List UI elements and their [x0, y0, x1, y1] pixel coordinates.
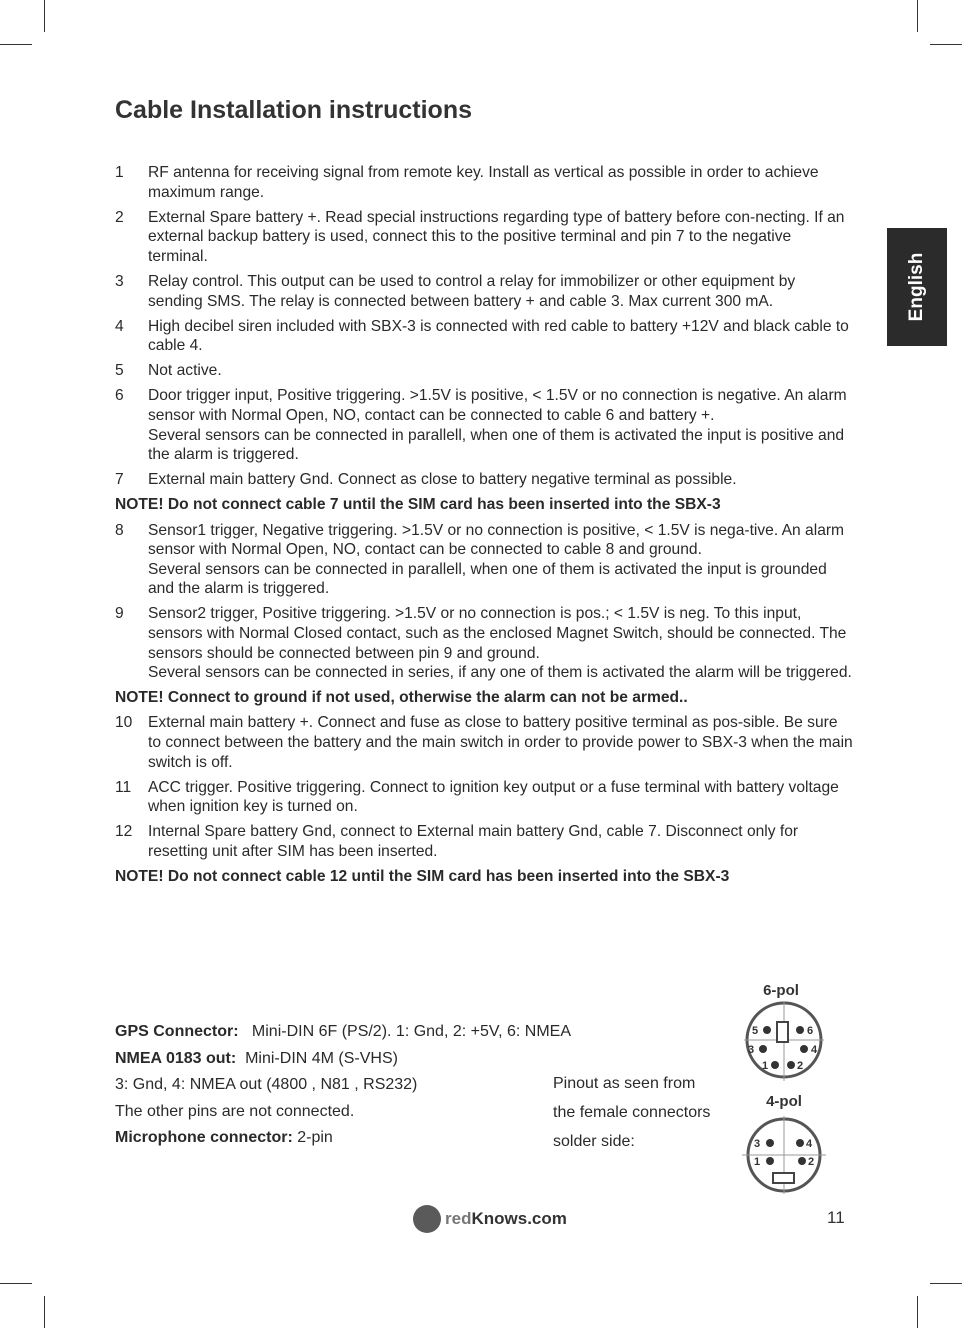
pin-1	[771, 1061, 779, 1069]
instruction-item	[115, 317, 853, 356]
connector-key	[773, 1173, 794, 1183]
pin-label-1: 1	[762, 1060, 769, 1072]
instruction-number: 2	[115, 208, 124, 226]
instruction-item	[115, 208, 853, 267]
instruction-number: 11	[115, 778, 132, 796]
gps-connector-label: GPS Connector:	[115, 1023, 239, 1040]
instruction-item	[115, 713, 853, 772]
pin-label-1: 1	[754, 1156, 761, 1168]
nmea-line	[115, 1048, 571, 1075]
instruction-text: External Spare battery +. Read special instructions regarding type of battery before con-necting. If an external backup battery is used, connect this to the positive terminal and pin 7 to the negative terminal.	[148, 208, 845, 265]
instruction-text: External main battery Gnd. Connect as close to battery negative terminal as possible.	[148, 471, 737, 489]
instruction-number: 5	[115, 362, 124, 380]
crop-mark	[930, 1283, 962, 1284]
gps-connector-line	[115, 1021, 571, 1048]
pin-label-3: 3	[748, 1044, 755, 1056]
page-number: 11	[827, 1208, 845, 1227]
microphone-line	[115, 1127, 571, 1154]
instruction-text: Sensor2 trigger, Positive triggering. >1.5V or no connection is pos.; < 1.5V is neg. To this input, sensors with Normal Closed contact, such as the enclosed Magnet Switch, should be connected. The sensors should be connected between pin 9 and ground.	[148, 605, 847, 662]
pin-4	[800, 1045, 808, 1053]
pin-2	[787, 1061, 795, 1069]
instruction-item	[115, 778, 853, 817]
instruction-number: 7	[115, 471, 124, 489]
instruction-number: 6	[115, 387, 124, 405]
instruction-text: Door trigger input, Positive triggering. >1.5V is positive, < 1.5V or no connection is negative. An alarm sensor with Normal Open, NO, contact can be connected to cable 6 and battery +.	[148, 387, 847, 425]
instruction-number: 4	[115, 317, 124, 335]
pin-label-4: 4	[806, 1138, 813, 1150]
pin-6	[796, 1026, 804, 1034]
note-warning: NOTE! Do not connect cable 7 until the SIM card has been inserted into the SBX-3	[115, 496, 721, 514]
crop-mark	[917, 0, 918, 32]
note-warning: NOTE! Do not connect cable 12 until the SIM card has been inserted into the SBX-3	[115, 868, 730, 885]
instruction-text: Several sensors can be connected in series, if any one of them is activated the alarm will be triggered.	[148, 664, 852, 682]
instruction-number: 3	[115, 272, 124, 290]
instruction-text: Several sensors can be connected in parallell, when one of them is activated the input is positive and the alarm is triggered.	[148, 426, 845, 464]
crop-mark	[917, 1296, 918, 1328]
crop-mark	[44, 1296, 45, 1328]
nmea-label: NMEA 0183 out:	[115, 1049, 237, 1067]
pin-4	[796, 1139, 804, 1147]
instruction-item	[115, 822, 853, 861]
pin-label-3: 3	[754, 1138, 761, 1150]
instruction-text: Several sensors can be connected in parallell, when one of them is activated the input is grounded and the alarm is triggered.	[148, 560, 827, 598]
instruction-item	[115, 521, 853, 599]
pinout-label	[553, 1069, 710, 1156]
instruction-number: 12	[115, 823, 133, 841]
pin-2	[798, 1157, 806, 1165]
four-pol-connector-diagram	[730, 1090, 840, 1200]
instruction-number: 10	[115, 714, 133, 732]
instruction-item	[115, 386, 853, 464]
crop-mark	[0, 44, 32, 45]
crop-mark	[0, 1283, 32, 1284]
four-pol-title: 4-pol	[766, 1093, 802, 1110]
six-pol-title: 6-pol	[763, 982, 799, 999]
crop-mark	[44, 0, 45, 32]
language-tab	[887, 228, 947, 346]
six-pol-connector-diagram	[730, 977, 840, 1087]
instruction-item	[115, 163, 853, 202]
instruction-item	[115, 470, 853, 490]
logo-text-knows: Knows.com	[471, 1209, 567, 1228]
page-title: Cable Installation instructions	[115, 96, 472, 124]
instruction-item	[115, 361, 853, 381]
pin-3	[766, 1139, 774, 1147]
pin-label-5: 5	[752, 1025, 759, 1037]
instruction-item	[115, 604, 853, 682]
note-warning: NOTE! Connect to ground if not used, otherwise the alarm can not be armed..	[115, 689, 688, 707]
other-pins-note: The other pins are not connected.	[115, 1102, 355, 1120]
instruction-number: 9	[115, 605, 124, 623]
gps-connector-value: Mini-DIN 6F (PS/2). 1: Gnd, 2: +5V, 6: NMEA	[251, 1023, 571, 1040]
instruction-text: ACC trigger. Positive triggering. Connect to ignition key output or a fuse terminal with battery voltage when ignition key is turned on.	[148, 778, 839, 816]
pin-label-6: 6	[807, 1025, 814, 1037]
pin-1	[766, 1157, 774, 1165]
instruction-number: 1	[115, 164, 124, 181]
pin-label-2: 2	[808, 1156, 815, 1168]
pin-label-2: 2	[797, 1060, 804, 1072]
crop-mark	[930, 44, 962, 45]
instruction-text: RF antenna for receiving signal from remote key. Install as vertical as possible in order to achieve maximum range.	[148, 164, 819, 201]
pin-3	[759, 1045, 767, 1053]
connector-specs	[115, 1021, 571, 1154]
instruction-text: Relay control. This output can be used to control a relay for immobilizer or other equipment by sending SMS. The relay is connected between battery + and cable 3. Max current 300 mA.	[148, 272, 796, 310]
instruction-text: Sensor1 trigger, Negative triggering. >1.5V or no connection is positive, < 1.5V is nega-tive. An alarm sensor with Normal Open, NO, contact can be connected to cable 8 and ground.	[148, 521, 845, 559]
instruction-number: 8	[115, 521, 124, 539]
instruction-text: Not active.	[148, 362, 222, 380]
instruction-list	[115, 163, 853, 892]
redknows-logo	[413, 1205, 567, 1233]
language-tab-label: English	[906, 252, 927, 322]
logo-circle-icon	[413, 1205, 441, 1233]
pinout-label-line: Pinout as seen from	[553, 1075, 696, 1092]
instruction-text: Internal Spare battery Gnd, connect to External main battery Gnd, cable 7. Disconnect only for resetting unit after SIM has been inserted.	[148, 823, 799, 860]
pin-label-4: 4	[811, 1044, 818, 1056]
instruction-text: High decibel siren included with SBX-3 is connected with red cable to battery +12V and black cable to cable 4.	[148, 317, 849, 355]
nmea-value: Mini-DIN 4M (S-VHS)	[245, 1049, 398, 1067]
pinout-label-line: the female connectors	[553, 1104, 711, 1121]
microphone-value: 2-pin	[297, 1129, 333, 1146]
pin-5	[763, 1026, 771, 1034]
connector-key	[777, 1022, 788, 1042]
instruction-text: External main battery +. Connect and fuse as close to battery positive terminal as pos-sible. Be sure to connect between the battery and the main switch in order to provide power to SBX-3 when the main switch is off.	[148, 714, 853, 771]
nmea-pins: 3: Gnd, 4: NMEA out (4800 , N81 , RS232)	[115, 1076, 418, 1093]
logo-text-red: red	[445, 1209, 472, 1228]
instruction-item	[115, 272, 853, 311]
microphone-label: Microphone connector:	[115, 1129, 293, 1146]
pinout-label-line: solder side:	[553, 1133, 635, 1150]
